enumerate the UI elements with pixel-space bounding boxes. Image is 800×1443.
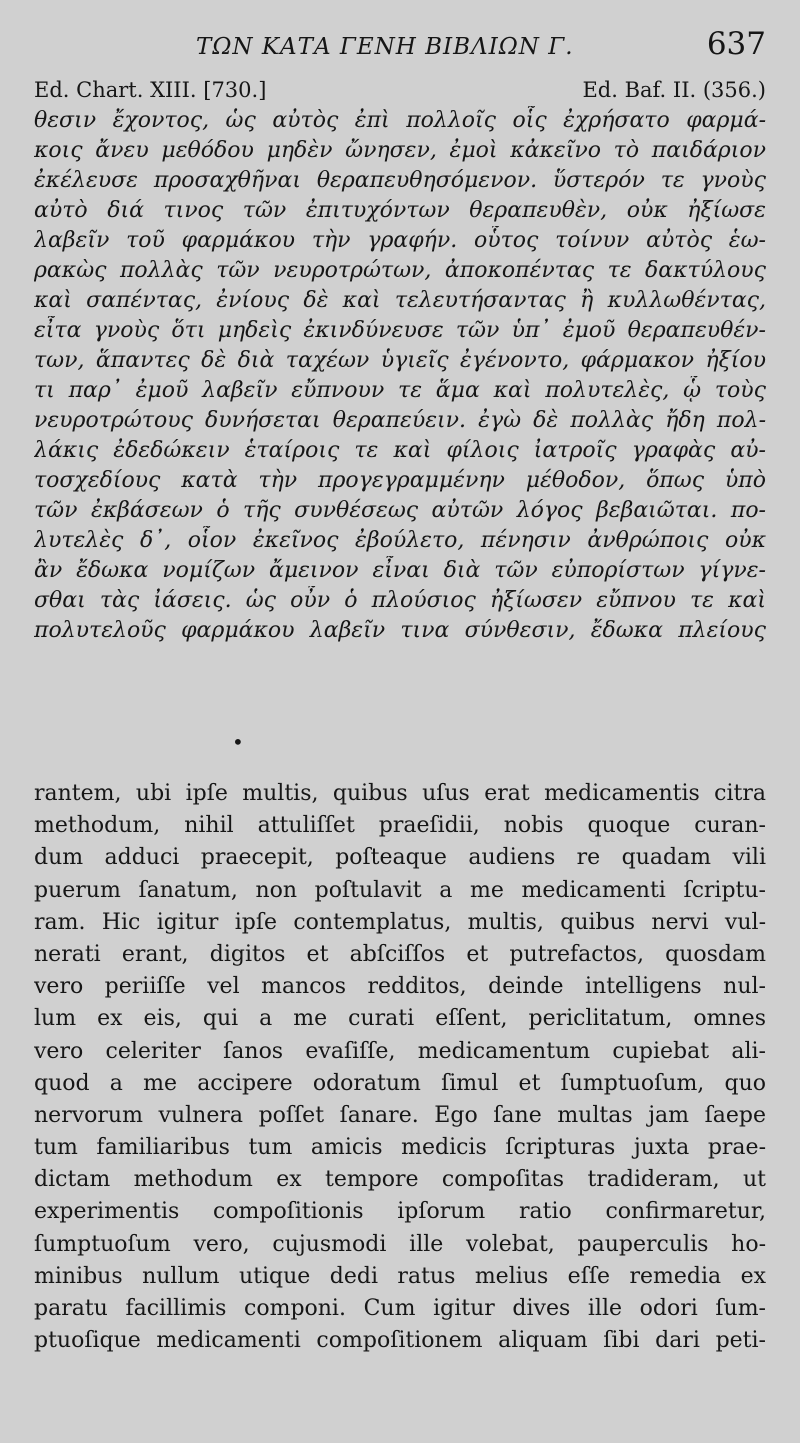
latin-text-line: tum familiaribus tum amicis medicis ſcripturas juxta prae- bbox=[34, 1135, 766, 1161]
greek-text-line: θεσιν ἔχοντος, ὡς αὐτὸς ἐπὶ πολλοῖς οἷς ἐχρήσατο φαρμά- bbox=[34, 108, 766, 133]
latin-text-line: ptuoſique medicamenti compoſitionem aliquam ſibi dari peti- bbox=[34, 1328, 766, 1354]
latin-text-line: paratu facillimis componi. Cum igitur dives ille odori ſum- bbox=[34, 1296, 766, 1321]
latin-text-line: ram. Hic igitur ipſe contemplatus, multis, quibus nervi vul- bbox=[34, 909, 766, 935]
running-header bbox=[0, 24, 800, 68]
latin-text-line: minibus nullum utique dedi ratus melius eſſe remedia ex bbox=[34, 1263, 766, 1289]
latin-text-line: puerum ſanatum, non poſtulavit a me medicamenti ſcriptu- bbox=[34, 877, 766, 903]
greek-text-line: αὐτὸ διά τινος τῶν ἐπιτυχόντων θεραπευθὲν, οὐκ ἠξίωσε bbox=[34, 198, 766, 223]
latin-text-line: dictam methodum ex tempore compoſitas tradideram, ut bbox=[34, 1167, 766, 1193]
greek-text-line: ἂν ἔδωκα νομίζων ἄμεινον εἶναι διὰ τῶν εὐπορίστων γίγνε- bbox=[34, 558, 766, 583]
page-number: 637 bbox=[706, 26, 766, 62]
greek-text-line: σθαι τὰς ἰάσεις. ὡς οὖν ὁ πλούσιος ἠξίωσεν εὔπνου τε καὶ bbox=[34, 588, 766, 613]
greek-text-line: ρακὼς πολλὰς τῶν νευροτρώτων, ἀποκοπέντας τε δακτύλους bbox=[34, 258, 766, 283]
greek-text-line: τι παρ᾿ ἐμοῦ λαβεῖν εὔπνουν τε ἅμα καὶ πολυτελὲς, ᾧ τοὺς bbox=[34, 378, 766, 403]
greek-text-line: πολυτελοῦς φαρμάκου λαβεῖν τινα σύνθεσιν, ἔδωκα πλείους bbox=[34, 618, 766, 643]
latin-text-line: nervorum vulnera poſſet ſanare. Ego ſane multas jam ſaepe bbox=[34, 1102, 766, 1128]
section-divider-mark: • bbox=[232, 730, 244, 754]
greek-text-line: λυτελὲς δ᾿, οἷον ἐκεῖνος ἐβούλετο, πένησιν ἀνθρώποις οὐκ bbox=[34, 528, 766, 553]
greek-text-line: λαβεῖν τοῦ φαρμάκου τὴν γραφήν. οὗτος τοίνυν αὐτὸς ἑω- bbox=[34, 228, 766, 253]
edition-reference-line bbox=[34, 78, 766, 106]
greek-text-line: καὶ σαπέντας, ἐνίους δὲ καὶ τελευτήσαντας ἢ κυλλωθέντας, bbox=[34, 288, 766, 313]
greek-text-line: των, ἅπαντες δὲ διὰ ταχέων ὑγιεῖς ἐγένοντο, φάρμακον ἠξίου bbox=[34, 348, 766, 373]
edition-right-reference: Ed. Baf. II. (356.) bbox=[582, 78, 766, 102]
greek-text-line: τοσχεδίους κατὰ τὴν προγεγραμμένην μέθοδον, ὅπως ὑπὸ bbox=[34, 468, 766, 493]
greek-text-line: λάκις ἐδεδώκειν ἑταίροις τε καὶ φίλοις ἰατροῖς γραφὰς αὐ- bbox=[34, 438, 766, 463]
greek-text-line: κοις ἄνευ μεθόδου μηδὲν ὤνησεν, ἐμοὶ κἀκεῖνο τὸ παιδάριον bbox=[34, 138, 766, 163]
greek-text-line: ἐκέλευσε προσαχθῆναι θεραπευθησόμενον. ὕστερόν τε γνοὺς bbox=[34, 168, 766, 193]
greek-text-block bbox=[34, 106, 766, 646]
running-title: ΤΩΝ ΚΑΤΑ ΓΕΝΗ ΒΙΒΛΙΩΝ Γ. bbox=[196, 34, 574, 60]
greek-text-line: τῶν ἐκβάσεων ὁ τῆς συνθέσεως αὐτῶν λόγος βεβαιῶται. πο- bbox=[34, 498, 766, 523]
latin-text-line: vero celeriter ſanos evaſiſſe, medicamentum cupiebat ali- bbox=[34, 1038, 766, 1064]
latin-text-line: methodum, nihil attuliſſet praeſidii, nobis quoque curan- bbox=[34, 813, 766, 839]
greek-text-line: νευροτρώτους δυνήσεται θεραπεύειν. ἐγὼ δὲ πολλὰς ἤδη πολ- bbox=[34, 408, 766, 433]
latin-text-line: rantem, ubi ipſe multis, quibus uſus erat medicamentis citra bbox=[34, 781, 766, 806]
latin-text-line: nerati erant, digitos et abſciſſos et putrefactos, quosdam bbox=[34, 941, 766, 967]
greek-text-line: εἶτα γνοὺς ὅτι μηδεὶς ἐκινδύνευσε τῶν ὑπ᾿ ἐμοῦ θεραπευθέν- bbox=[34, 318, 766, 343]
latin-text-line: ſumptuoſum vero, cujusmodi ille volebat, pauperculis ho- bbox=[34, 1231, 766, 1257]
latin-translation-block bbox=[34, 778, 766, 1357]
latin-text-line: dum adduci praecepit, poſteaque audiens re quadam vili bbox=[34, 845, 766, 871]
latin-text-line: experimentis compoſitionis ipſorum ratio confirmaretur, bbox=[34, 1199, 766, 1225]
latin-text-line: lum ex eis, qui a me curati eſſent, periclitatum, omnes bbox=[34, 1006, 766, 1032]
latin-text-line: vero periiſſe vel mancos redditos, deinde intelligens nul- bbox=[34, 974, 766, 1000]
edition-left-reference: Ed. Chart. XIII. [730.] bbox=[34, 78, 267, 102]
latin-text-line: quod a me accipere odoratum ſimul et ſumptuoſum, quo bbox=[34, 1070, 766, 1096]
